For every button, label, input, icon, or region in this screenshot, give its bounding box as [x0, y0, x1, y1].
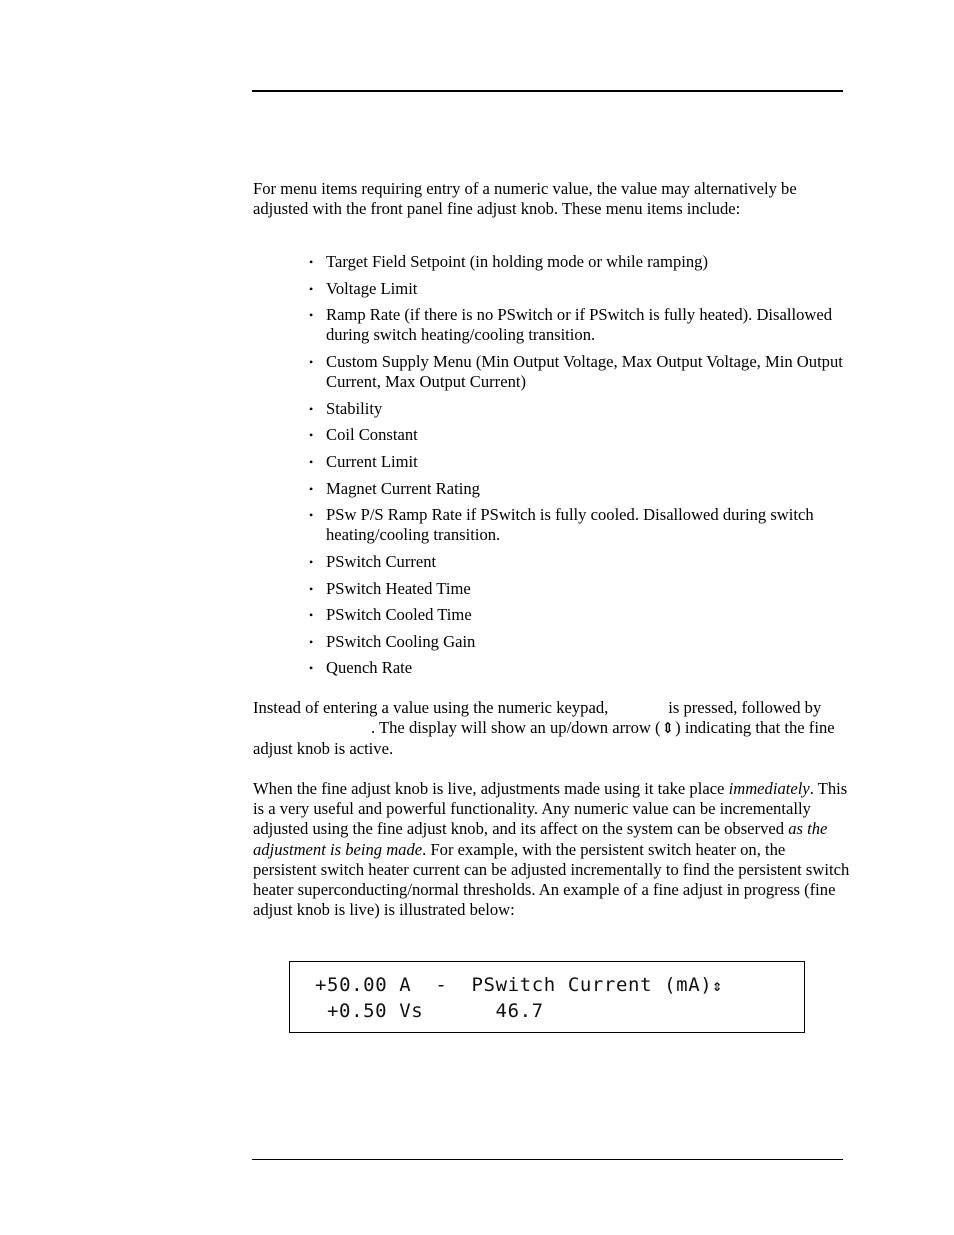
list-item: • PSwitch Heated Time [309, 578, 471, 598]
intro-paragraph: For menu items requiring entry of a numeric value, the value may alternatively be adjusted with the front panel fine adjust knob. These menu items include: [253, 179, 797, 219]
lcd-display-example [289, 961, 805, 1033]
bullet-icon: • [309, 608, 314, 623]
list-item: • Coil Constant [309, 425, 418, 445]
bullet-icon: • [309, 508, 314, 523]
list-item: • Quench Rate [309, 658, 413, 678]
footer-rule [252, 1159, 843, 1160]
bullet-icon: • [309, 661, 314, 676]
up-down-arrow-icon: ⇕ [661, 721, 675, 738]
fine-adjust-paragraph: When the fine adjust knob is live, adjustments made using it take place immediately. This is a very useful and powerful functionality. Any numeric value can be incrementally adjusted using the fine adjust knob, and its affect on the system can be observed as the adjustment is being made. For example, with the persistent switch heater on, the persistent switch heater current can be adjusted incrementally to find the persistent switch heater superconducting/normal thresholds. An example of a fine adjust in progress (fine adjust knob is live) is illustrated below: [253, 779, 850, 920]
bullet-icon: • [309, 401, 314, 416]
list-item: • Ramp Rate (if there is no PSwitch or if PSwitch is fully heated). Disallowed during switch heating/cooling transition. [309, 305, 833, 345]
list-item: • Custom Supply Menu (Min Output Voltage, Max Output Voltage, Min Output Current, Max Output Current) [309, 351, 843, 392]
list-item: • PSwitch Cooled Time [309, 605, 472, 625]
list-item: • PSwitch Cooling Gain [309, 631, 476, 651]
list-item: • Current Limit [309, 451, 418, 471]
bullet-icon: • [309, 354, 314, 369]
menu-items-list [309, 252, 849, 685]
up-down-arrow-icon: ⇕ [712, 976, 723, 995]
bullet-icon: • [309, 428, 314, 443]
bullet-icon: • [309, 281, 314, 296]
bullet-icon: • [309, 634, 314, 649]
bullet-icon: • [309, 481, 314, 496]
bullet-icon: • [309, 308, 314, 323]
list-item: • PSwitch Current [309, 551, 437, 571]
bullet-icon: • [309, 581, 314, 596]
list-item: • Stability [309, 398, 383, 418]
lcd-line-2: +0.50 Vs 46.7 [327, 1000, 544, 1022]
lcd-line-1: +50.00 A - PSwitch Current (mA)⇕ [315, 974, 723, 996]
list-item: • PSw P/S Ramp Rate if PSwitch is fully cooled. Disallowed during switch heating/cooling transition. [309, 505, 814, 545]
keypad-paragraph: Instead of entering a value using the numeric keypad, is pressed, followed by. The display will show an up/down arrow (⇕) indicating that the fine adjust knob is active. [253, 698, 835, 759]
list-item: • Target Field Setpoint (in holding mode or while ramping) [309, 252, 708, 271]
bullet-icon: • [309, 255, 314, 269]
header-rule [252, 90, 843, 92]
list-item: • Voltage Limit [309, 278, 418, 298]
bullet-icon: • [309, 554, 314, 569]
list-item: • Magnet Current Rating [309, 478, 480, 498]
bullet-icon: • [309, 454, 314, 469]
